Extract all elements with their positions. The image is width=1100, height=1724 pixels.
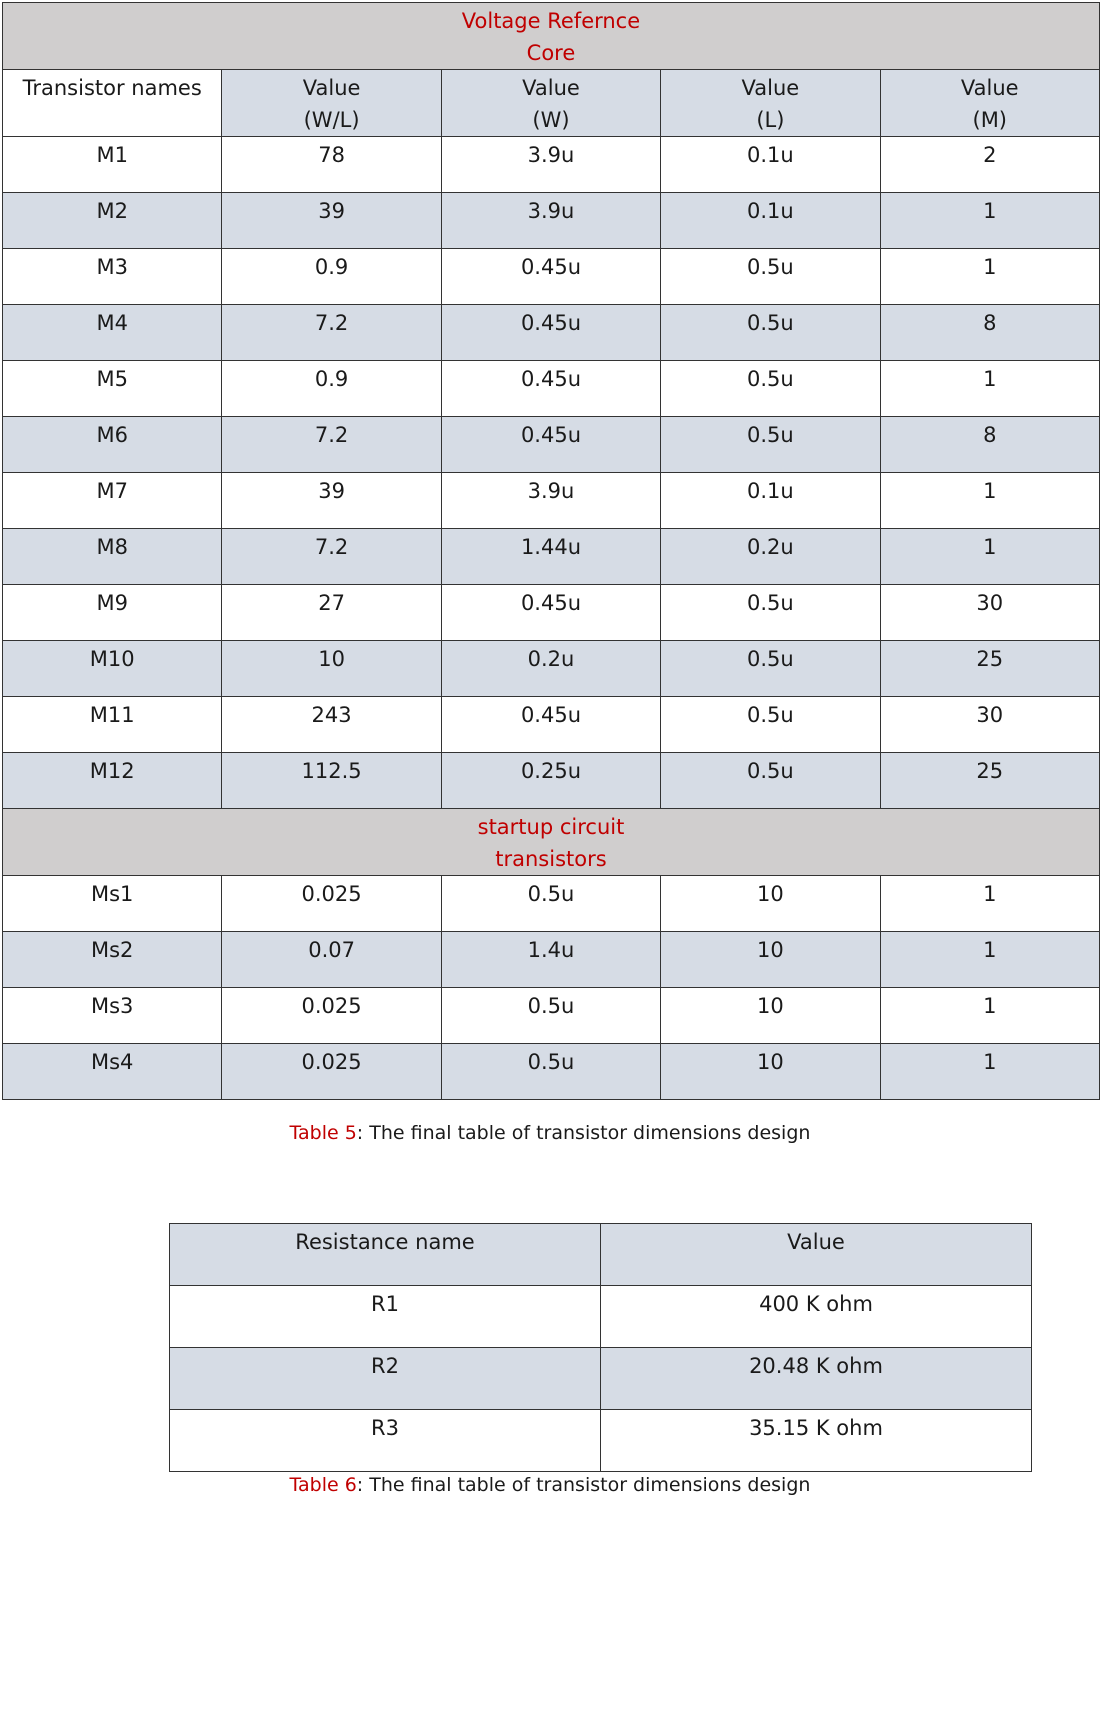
column-header <box>661 70 880 137</box>
cell-value: M10 <box>89 647 135 671</box>
cell-value: 1.4u <box>527 938 575 962</box>
table6-caption-text: : The final table of transistor dimensions design <box>356 1474 811 1496</box>
cell-text: (W/L) <box>303 108 360 132</box>
cell-value: 1 <box>983 367 997 391</box>
table-cell <box>661 249 880 305</box>
table-cell <box>661 1044 880 1100</box>
table-cell <box>222 876 441 932</box>
transistor-dimensions-table <box>2 2 1100 1100</box>
column-header <box>441 70 660 137</box>
cell-value: 78 <box>318 143 345 167</box>
cell-value: 8 <box>983 423 997 447</box>
cell-text: (W) <box>532 108 570 132</box>
table-cell <box>601 1348 1032 1410</box>
header-text: Resistance name <box>295 1230 475 1254</box>
table5-caption <box>0 1121 1100 1145</box>
cell-value: 0.2u <box>527 647 575 671</box>
table-cell <box>880 417 1099 473</box>
table-cell <box>441 361 660 417</box>
table-cell <box>3 988 222 1044</box>
table-row <box>3 417 1100 473</box>
table-row <box>3 193 1100 249</box>
cell-value: 0.9 <box>314 255 349 279</box>
cell-value: M9 <box>96 591 128 615</box>
section-title-core-cell <box>3 3 1100 70</box>
table-cell <box>3 529 222 585</box>
table-cell <box>441 305 660 361</box>
table-cell <box>661 932 880 988</box>
table-cell <box>222 417 441 473</box>
table-cell <box>880 137 1099 193</box>
cell-value: 0.025 <box>301 1050 362 1074</box>
cell-text: startup circuit <box>477 815 625 839</box>
cell-value: 0.5u <box>747 367 794 391</box>
cell-value: M6 <box>96 423 128 447</box>
cell-value: 27 <box>318 591 345 615</box>
table-cell <box>880 249 1099 305</box>
table5-caption-text: : The final table of transistor dimensions design <box>356 1122 811 1144</box>
cell-value: 1 <box>983 882 997 906</box>
cell-value: 30 <box>976 703 1004 727</box>
cell-text: (L) <box>756 108 785 132</box>
cell-text: Value <box>960 76 1019 100</box>
table-row <box>3 697 1100 753</box>
table-cell <box>601 1286 1032 1348</box>
table-cell <box>222 473 441 529</box>
table-row <box>3 641 1100 697</box>
table-cell <box>661 473 880 529</box>
table6-caption <box>0 1473 1100 1497</box>
table-cell <box>880 473 1099 529</box>
cell-value: 25 <box>976 647 1004 671</box>
cell-value: 0.25u <box>520 759 582 783</box>
table-cell <box>170 1286 601 1348</box>
table-row <box>170 1348 1032 1410</box>
cell-value: 0.45u <box>520 423 582 447</box>
table-cell <box>222 988 441 1044</box>
table-cell <box>880 932 1099 988</box>
table-cell <box>3 193 222 249</box>
cell-value: R1 <box>371 1292 399 1316</box>
table-cell <box>222 697 441 753</box>
cell-value: 1 <box>983 479 997 503</box>
cell-value: 3.9u <box>527 479 575 503</box>
table-cell <box>3 697 222 753</box>
table-row <box>3 249 1100 305</box>
table-row <box>3 305 1100 361</box>
cell-text: transistors <box>495 847 607 871</box>
cell-value: M8 <box>96 535 128 559</box>
table-cell <box>222 249 441 305</box>
table-cell <box>441 417 660 473</box>
table-cell <box>222 753 441 809</box>
table-row <box>3 529 1100 585</box>
table-cell <box>441 641 660 697</box>
table-header-row <box>3 70 1100 137</box>
cell-value: 0.5u <box>747 647 794 671</box>
cell-value: M2 <box>96 199 128 223</box>
table-cell <box>880 305 1099 361</box>
table-cell <box>3 305 222 361</box>
table-row <box>3 753 1100 809</box>
header-text: Value <box>787 1230 845 1254</box>
table-row <box>3 932 1100 988</box>
cell-value: 0.2u <box>747 535 794 559</box>
cell-text: Transistor names <box>22 76 202 100</box>
table-cell <box>441 753 660 809</box>
cell-value: R3 <box>371 1416 399 1440</box>
cell-value: 10 <box>318 647 345 671</box>
table-cell <box>880 529 1099 585</box>
cell-value: 8 <box>983 311 997 335</box>
table-cell <box>880 585 1099 641</box>
cell-value: 1 <box>983 199 997 223</box>
table-cell <box>3 417 222 473</box>
cell-value: Ms1 <box>90 882 134 906</box>
table-cell <box>222 585 441 641</box>
section-title-core <box>3 3 1100 70</box>
cell-value: 0.5u <box>747 423 794 447</box>
cell-text: Core <box>526 41 576 65</box>
cell-value: 25 <box>976 759 1004 783</box>
table-cell <box>3 361 222 417</box>
section-title-startup-cell <box>3 809 1100 876</box>
cell-value: 1 <box>983 994 997 1018</box>
table6-caption-label: Table 6 <box>289 1474 357 1496</box>
table-cell <box>661 641 880 697</box>
cell-value: 0.5u <box>747 591 794 615</box>
cell-value: 2 <box>983 143 997 167</box>
table-cell <box>880 1044 1099 1100</box>
table-cell <box>3 753 222 809</box>
table-cell <box>222 305 441 361</box>
table-cell <box>661 417 880 473</box>
cell-value: 7.2 <box>314 311 349 335</box>
cell-value: 0.45u <box>520 255 582 279</box>
cell-text: Voltage Refernce <box>461 9 641 33</box>
cell-value: R2 <box>371 1354 399 1378</box>
cell-value: 0.1u <box>747 143 794 167</box>
cell-value: 0.025 <box>301 994 362 1018</box>
column-header <box>880 70 1099 137</box>
table-cell <box>661 697 880 753</box>
table5-caption-label: Table 5 <box>289 1122 357 1144</box>
cell-value: 0.5u <box>527 882 575 906</box>
table-cell <box>441 137 660 193</box>
cell-value: 0.5u <box>747 255 794 279</box>
column-header <box>170 1224 601 1286</box>
table-cell <box>441 585 660 641</box>
table-row <box>3 1044 1100 1100</box>
table-row <box>170 1410 1032 1472</box>
cell-value: 0.5u <box>527 1050 575 1074</box>
table-cell <box>441 932 660 988</box>
table-cell <box>3 137 222 193</box>
cell-value: 1 <box>983 1050 997 1074</box>
cell-value: 1 <box>983 938 997 962</box>
cell-value: 1 <box>983 535 997 559</box>
table-cell <box>880 753 1099 809</box>
table-cell <box>661 529 880 585</box>
cell-value: 0.9 <box>314 367 349 391</box>
table-cell <box>601 1410 1032 1472</box>
cell-value: 10 <box>757 938 784 962</box>
cell-value: M5 <box>96 367 128 391</box>
cell-text: (M) <box>972 108 1008 132</box>
cell-value: 0.5u <box>747 759 794 783</box>
table-cell <box>441 193 660 249</box>
table-cell <box>222 932 441 988</box>
cell-value: 0.025 <box>301 882 362 906</box>
cell-value: M1 <box>96 143 128 167</box>
cell-value: 10 <box>757 882 784 906</box>
table-row <box>3 473 1100 529</box>
table-cell <box>661 585 880 641</box>
table-cell <box>441 988 660 1044</box>
table-cell <box>170 1410 601 1472</box>
cell-value: Ms2 <box>90 938 134 962</box>
cell-value: 35.15 K ohm <box>749 1416 883 1440</box>
cell-value: M11 <box>89 703 135 727</box>
table-cell <box>880 697 1099 753</box>
table-cell <box>170 1348 601 1410</box>
cell-value: 0.45u <box>520 311 582 335</box>
cell-value: M7 <box>96 479 128 503</box>
cell-value: 112.5 <box>301 759 362 783</box>
table-cell <box>441 249 660 305</box>
cell-value: 39 <box>318 199 345 223</box>
table-cell <box>441 697 660 753</box>
table-cell <box>661 361 880 417</box>
table-cell <box>3 641 222 697</box>
table-cell <box>222 1044 441 1100</box>
table-header-row <box>170 1224 1032 1286</box>
cell-value: 1.44u <box>520 535 582 559</box>
table-cell <box>441 529 660 585</box>
cell-value: 0.45u <box>520 591 582 615</box>
column-header <box>3 70 222 137</box>
cell-text: Value <box>302 76 361 100</box>
cell-value: M12 <box>89 759 135 783</box>
table-cell <box>661 193 880 249</box>
table-row <box>3 876 1100 932</box>
column-header <box>601 1224 1032 1286</box>
table-cell <box>661 988 880 1044</box>
table-cell <box>880 193 1099 249</box>
cell-value: 400 K ohm <box>759 1292 873 1316</box>
cell-value: 0.5u <box>747 703 794 727</box>
table-cell <box>661 876 880 932</box>
cell-value: 7.2 <box>314 535 349 559</box>
table-cell <box>222 137 441 193</box>
section-title-startup <box>3 809 1100 876</box>
cell-value: Ms3 <box>90 994 134 1018</box>
resistance-table <box>169 1223 1032 1472</box>
table-cell <box>3 1044 222 1100</box>
cell-value: 39 <box>318 479 345 503</box>
cell-value: 0.5u <box>747 311 794 335</box>
cell-value: 3.9u <box>527 199 575 223</box>
cell-value: 0.45u <box>520 703 582 727</box>
table-cell <box>880 988 1099 1044</box>
table-row <box>3 988 1100 1044</box>
cell-value: 0.45u <box>520 367 582 391</box>
cell-value: 0.1u <box>747 199 794 223</box>
table-row <box>3 361 1100 417</box>
table-row <box>170 1286 1032 1348</box>
table-cell <box>3 249 222 305</box>
table-cell <box>3 473 222 529</box>
cell-value: 0.5u <box>527 994 575 1018</box>
table-cell <box>661 305 880 361</box>
table-cell <box>441 473 660 529</box>
cell-value: Ms4 <box>90 1050 134 1074</box>
cell-value: 0.1u <box>747 479 794 503</box>
table-cell <box>3 585 222 641</box>
table-row <box>3 585 1100 641</box>
cell-value: M4 <box>96 311 128 335</box>
table-cell <box>661 753 880 809</box>
table-cell <box>222 529 441 585</box>
cell-value: 1 <box>983 255 997 279</box>
table-cell <box>222 193 441 249</box>
cell-value: 20.48 K ohm <box>749 1354 883 1378</box>
table-cell <box>441 1044 660 1100</box>
cell-value: 10 <box>757 1050 784 1074</box>
cell-value: 3.9u <box>527 143 575 167</box>
cell-value: 7.2 <box>314 423 349 447</box>
cell-value: M3 <box>96 255 128 279</box>
table-cell <box>661 137 880 193</box>
column-header <box>222 70 441 137</box>
table-cell <box>3 876 222 932</box>
cell-value: 0.07 <box>308 938 355 962</box>
cell-text: Value <box>741 76 800 100</box>
table-cell <box>880 361 1099 417</box>
table-cell <box>441 876 660 932</box>
table-cell <box>222 361 441 417</box>
table-cell <box>880 641 1099 697</box>
cell-text: Value <box>522 76 580 100</box>
table-cell <box>222 641 441 697</box>
cell-value: 10 <box>757 994 784 1018</box>
cell-value: 30 <box>976 591 1004 615</box>
cell-value: 243 <box>311 703 352 727</box>
table-cell <box>3 932 222 988</box>
table-row <box>3 137 1100 193</box>
table-cell <box>880 876 1099 932</box>
